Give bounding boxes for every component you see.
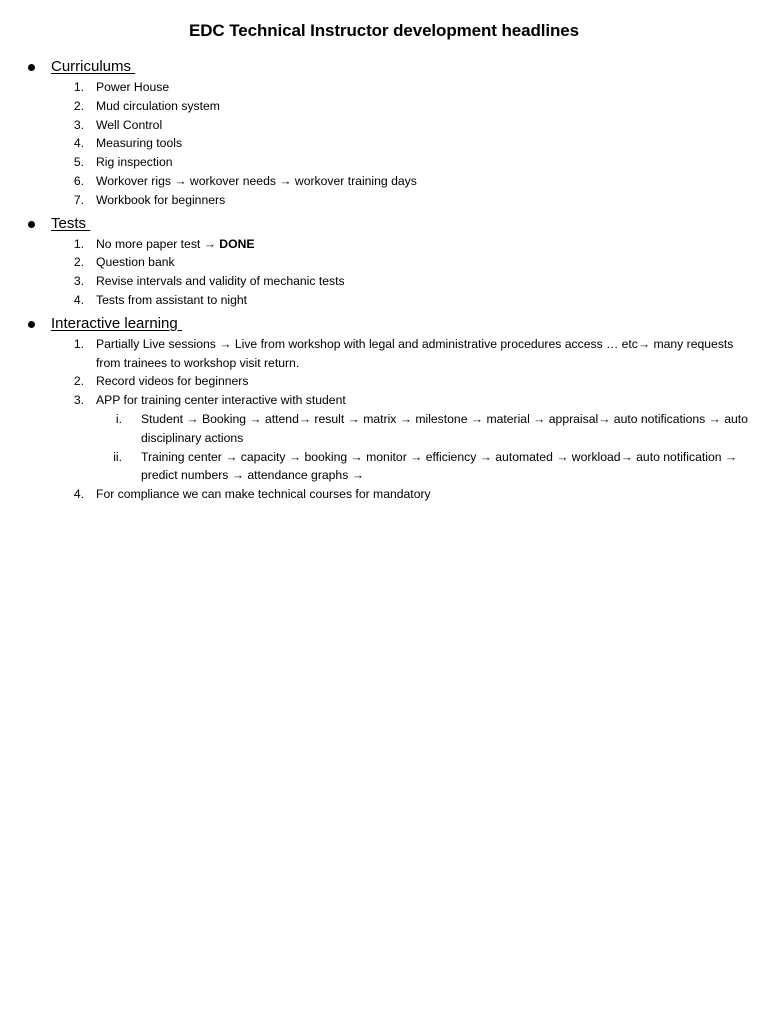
list-item	[0, 153, 768, 172]
list-item	[0, 391, 768, 485]
bullet-icon	[28, 321, 35, 328]
section-heading-row	[0, 313, 768, 335]
bullet-icon	[28, 221, 35, 228]
list-item	[0, 134, 768, 153]
section-heading: Interactive learning	[51, 314, 182, 332]
item-text: Mud circulation system	[96, 98, 220, 113]
sub-list-item	[0, 448, 768, 486]
item-text: Revise intervals and validity of mechanic tests	[96, 274, 345, 289]
done-label: DONE	[219, 236, 255, 251]
list-item	[0, 235, 768, 254]
item-number: 1.	[73, 236, 84, 251]
item-number: 2.	[73, 98, 84, 113]
section-heading-row	[0, 56, 768, 78]
item-text: For compliance we can make technical courses for mandatory	[96, 487, 431, 502]
item-number: 4.	[73, 292, 84, 307]
list-item	[0, 253, 768, 272]
sections-container	[0, 56, 768, 504]
item-text: Well Control	[96, 117, 163, 132]
item-number: 3.	[73, 117, 84, 132]
sub-item-text: Student → Booking → attend→ result → matrix → milestone → material → appraisal→ auto notifications → auto disciplinary actions	[141, 411, 748, 445]
item-number: 1.	[73, 80, 84, 94]
list-item	[0, 172, 768, 191]
sub-item-text: Training center → capacity → booking → monitor → efficiency → automated → workload→ auto notification → predict numbers → attendance graphs →	[141, 449, 738, 483]
document-title: EDC Technical Instructor development headlines	[189, 21, 579, 40]
list-item	[0, 291, 768, 310]
sub-list-item	[0, 410, 768, 448]
item-number: 2.	[73, 255, 84, 270]
item-text: APP for training center interactive with student	[96, 393, 346, 408]
item-number: 3.	[73, 393, 84, 408]
item-number: 3.	[73, 274, 84, 289]
item-text: Record videos for beginners	[96, 374, 249, 389]
list-item	[0, 272, 768, 291]
sub-item-number: i.	[115, 411, 122, 426]
item-number: 1.	[73, 336, 84, 351]
item-text: Question bank	[96, 255, 175, 270]
item-text: Tests from assistant to night	[96, 292, 248, 307]
item-number: 4.	[73, 487, 84, 502]
item-text	[96, 235, 752, 254]
list-item	[0, 372, 768, 391]
list-item	[0, 116, 768, 135]
list-item	[0, 191, 768, 210]
bullet-icon	[28, 64, 35, 71]
section-interactive-learning	[0, 313, 768, 504]
item-text-main: No more paper test →	[96, 236, 220, 251]
item-text: Rig inspection	[96, 155, 173, 170]
list-item	[0, 78, 768, 97]
item-text: Partially Live sessions → Live from workshop with legal and administrative procedures access … etc→ many requests from trainees to workshop visit return.	[96, 336, 734, 370]
item-text: Workbook for beginners	[96, 192, 226, 207]
section-heading-row	[0, 213, 768, 235]
numbered-list	[0, 235, 768, 310]
section-heading: Tests	[51, 214, 91, 232]
roman-list	[0, 410, 768, 485]
item-number: 5.	[73, 155, 84, 170]
item-text: Measuring tools	[96, 136, 183, 151]
item-number: 2.	[73, 374, 84, 389]
section-curriculums	[0, 56, 768, 210]
item-number: 7.	[73, 192, 84, 207]
section-heading: Curriculums	[51, 58, 136, 75]
numbered-list	[0, 335, 768, 504]
item-text: Workover rigs → workover needs → workover training days	[96, 173, 417, 188]
item-number: 6.	[73, 173, 84, 188]
list-item	[0, 335, 768, 373]
list-item	[0, 485, 768, 504]
numbered-list	[0, 78, 768, 210]
section-tests	[0, 213, 768, 310]
item-text: Power House	[96, 80, 170, 94]
item-number: 4.	[73, 136, 84, 151]
sub-item-number: ii.	[113, 449, 122, 464]
list-item	[0, 97, 768, 116]
